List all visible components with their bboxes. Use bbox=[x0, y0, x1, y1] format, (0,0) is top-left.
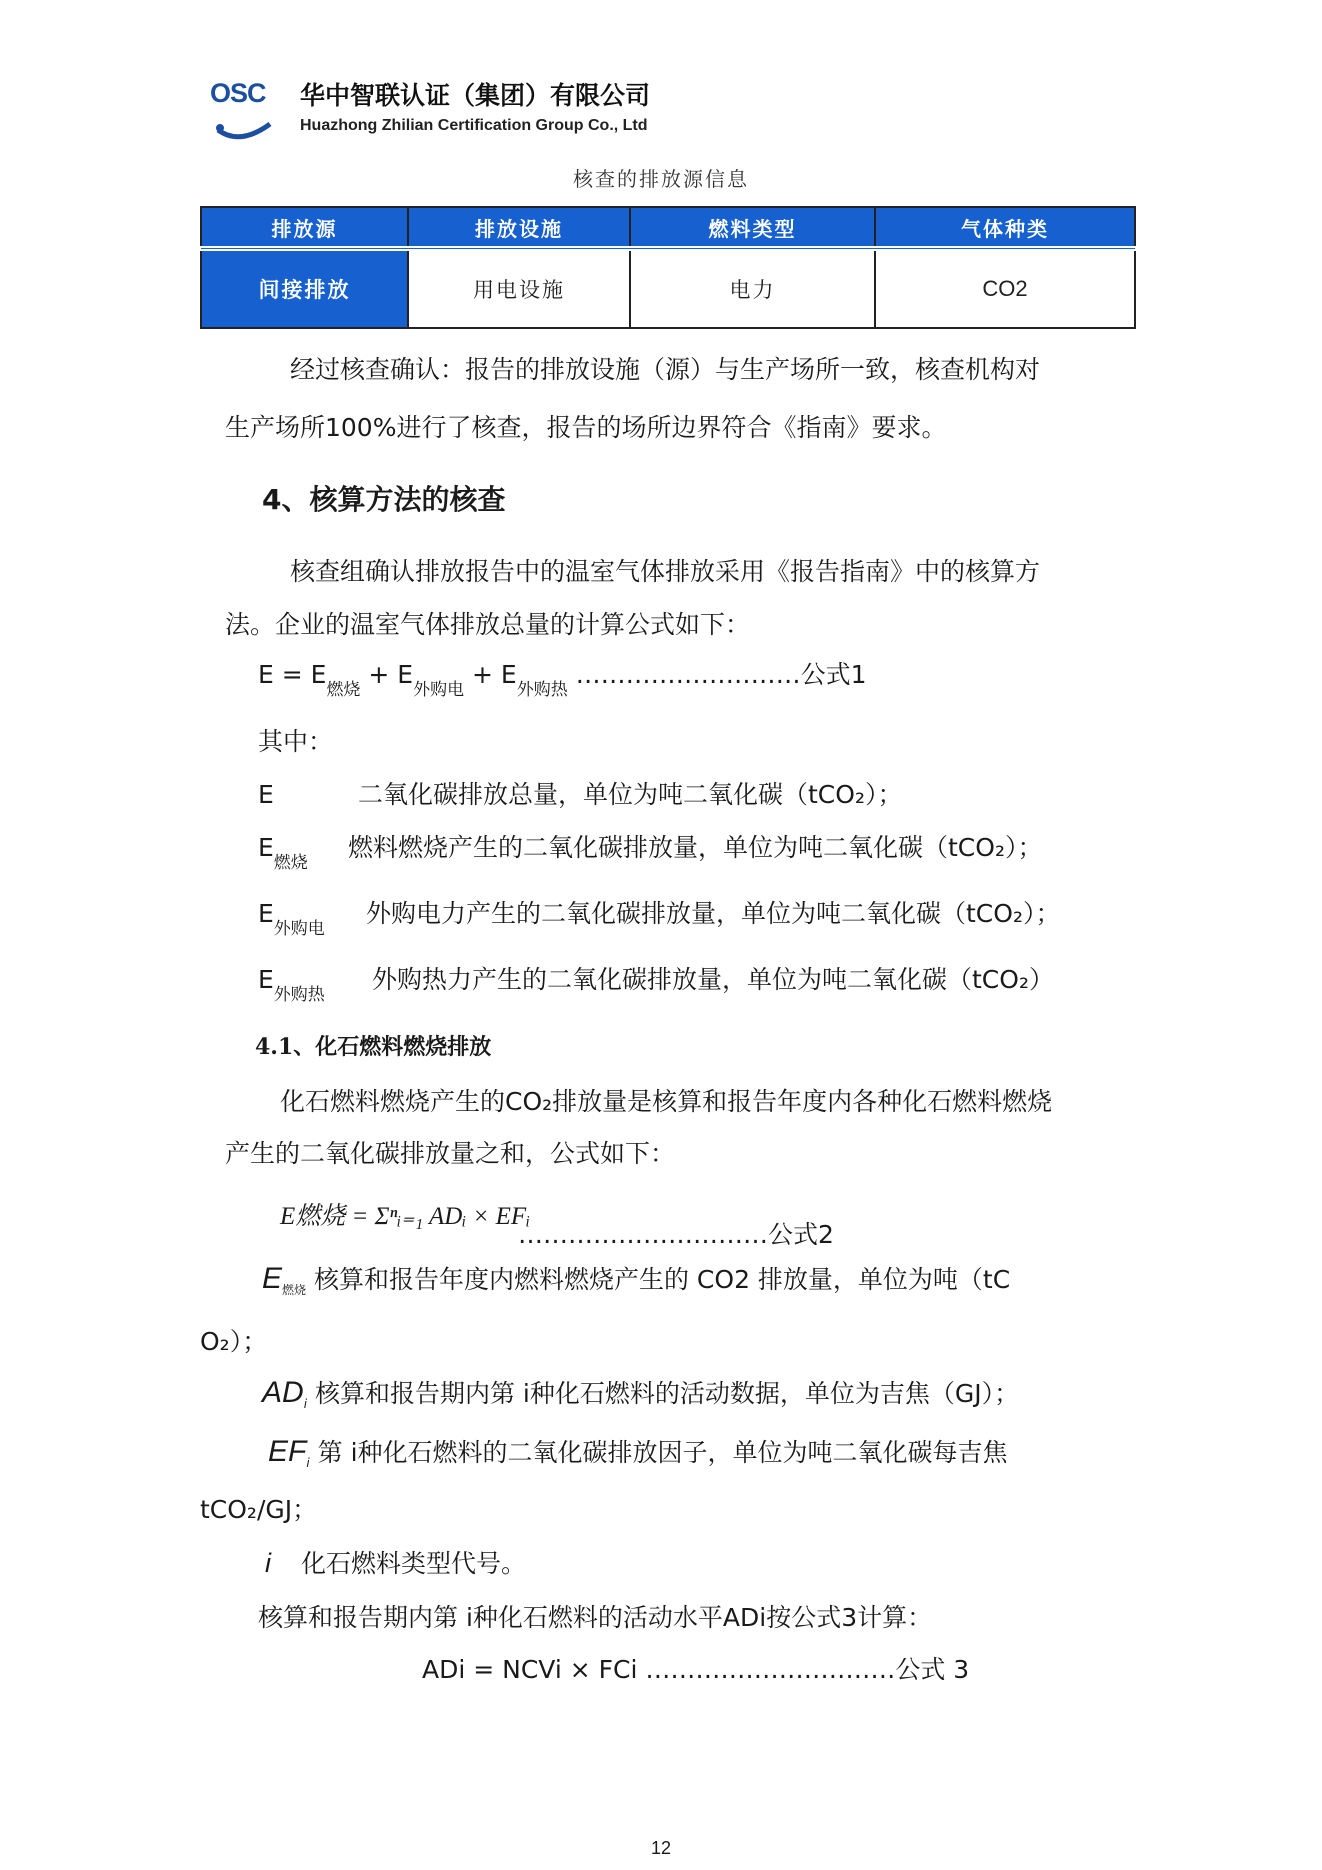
term-subscript: i bbox=[303, 1397, 308, 1411]
formula-2: E燃烧 = Σⁿᵢ₌₁ ADᵢ × EFᵢ bbox=[280, 1203, 531, 1230]
formula-part: E = E bbox=[258, 660, 327, 689]
emission-source-table bbox=[200, 206, 1136, 329]
term-symbol: AD bbox=[262, 1376, 304, 1409]
paragraph-line: 核算和报告期内第 i种化石燃料的活动水平ADi按公式3计算： bbox=[258, 1603, 933, 1632]
term-text: 核算和报告期内第 i种化石燃料的活动数据，单位为吉焦（GJ）； bbox=[314, 1379, 1020, 1408]
term-symbol: i bbox=[265, 1548, 271, 1578]
section-heading: 4、核算方法的核查 bbox=[262, 483, 506, 516]
paragraph-line: 法。企业的温室气体排放总量的计算公式如下： bbox=[225, 610, 751, 639]
formula-tail: …………………………公式2 bbox=[518, 1220, 834, 1249]
term-symbol: E bbox=[262, 1262, 283, 1295]
term-subscript: 燃烧 bbox=[282, 1283, 307, 1297]
table-header-cell: 燃料类型 bbox=[630, 207, 875, 249]
paragraph-line: 化石燃料燃烧产生的CO₂排放量是核算和报告年度内各种化石燃料燃烧 bbox=[280, 1087, 1053, 1116]
paragraph-line: 产生的二氧化碳排放量之和，公式如下： bbox=[225, 1139, 676, 1168]
definition-symbol: E bbox=[258, 780, 274, 809]
term-text: 核算和报告年度内燃料燃烧产生的 CO2 排放量，单位为吨（tC bbox=[313, 1265, 1011, 1294]
table-cell: CO2 bbox=[875, 249, 1135, 329]
table-cell: 用电设施 bbox=[408, 249, 630, 329]
company-name-en: Huazhong Zhilian Certification Group Co., Ltd bbox=[300, 117, 648, 134]
subsection-heading: 4.1、化石燃料燃烧排放 bbox=[255, 1034, 492, 1060]
table-header-cell: 气体种类 bbox=[875, 207, 1135, 249]
paragraph-line: 核查组确认排放报告中的温室气体排放采用《报告指南》中的核算方 bbox=[290, 557, 1041, 586]
term-continuation: tCO₂/GJ； bbox=[200, 1495, 318, 1524]
term-row bbox=[262, 1260, 1010, 1298]
company-name-cn: 华中智联认证（集团）有限公司 bbox=[300, 81, 651, 110]
definition-text: 二氧化碳排放总量，单位为吨二氧化碳（tCO₂）； bbox=[358, 780, 903, 809]
definition-symbol: $E_{外购热}$ bbox=[258, 965, 325, 1005]
formula-part: + E bbox=[464, 660, 517, 689]
formula-subscript: 外购电 bbox=[413, 680, 465, 700]
definition-row bbox=[258, 828, 1042, 873]
term-subscript: i bbox=[306, 1456, 310, 1470]
formula-subscript: 燃烧 bbox=[326, 680, 361, 700]
definition-row bbox=[258, 775, 902, 820]
term-text: 化石燃料类型代号。 bbox=[300, 1549, 526, 1578]
definition-symbol: $E_{外购电}$ bbox=[258, 899, 325, 939]
formula-3: ADi = NCVi × FCi …………………………公式 3 bbox=[422, 1655, 970, 1684]
table-row-header: 间接排放 bbox=[201, 249, 408, 329]
term-continuation: O₂）； bbox=[200, 1327, 268, 1356]
formula-1 bbox=[258, 655, 867, 700]
term-text: 第 i种化石燃料的二氧化碳排放因子，单位为吨二氧化碳每吉焦 bbox=[317, 1438, 1008, 1467]
formula-subscript: 外购热 bbox=[516, 680, 568, 700]
definition-row bbox=[258, 894, 1060, 939]
term-row bbox=[265, 1544, 526, 1580]
definition-text: 外购热力产生的二氧化碳排放量，单位为吨二氧化碳（tCO₂） bbox=[372, 965, 1054, 994]
table-header-row bbox=[201, 207, 1135, 249]
paragraph-line: 经过核查确认：报告的排放设施（源）与生产场所一致，核查机构对 bbox=[290, 355, 1041, 384]
table-row bbox=[201, 249, 1135, 329]
logo-text: OSC bbox=[210, 78, 266, 108]
page-number: 12 bbox=[650, 1838, 672, 1858]
paragraph-line: 生产场所100%进行了核查，报告的场所边界符合《指南》要求。 bbox=[225, 413, 947, 442]
definition-symbol: $E_{燃烧}$ bbox=[258, 833, 308, 873]
table-header-cell: 排放源 bbox=[201, 207, 408, 249]
definition-text: 外购电力产生的二氧化碳排放量，单位为吨二氧化碳（tCO₂）； bbox=[366, 899, 1061, 928]
definition-row bbox=[258, 960, 1054, 1005]
where-label: 其中： bbox=[258, 727, 334, 756]
table-caption: 核查的排放源信息 bbox=[573, 167, 749, 191]
table-cell: 电力 bbox=[630, 249, 875, 329]
definition-text: 燃料燃烧产生的二氧化碳排放量，单位为吨二氧化碳（tCO₂）； bbox=[348, 833, 1043, 862]
term-row bbox=[268, 1433, 1008, 1470]
term-symbol: EF bbox=[268, 1435, 307, 1468]
term-row bbox=[262, 1374, 1019, 1411]
formula-tail: ………………………公式1 bbox=[567, 660, 867, 689]
table-header-cell: 排放设施 bbox=[408, 207, 630, 249]
formula-part: + E bbox=[360, 660, 414, 689]
